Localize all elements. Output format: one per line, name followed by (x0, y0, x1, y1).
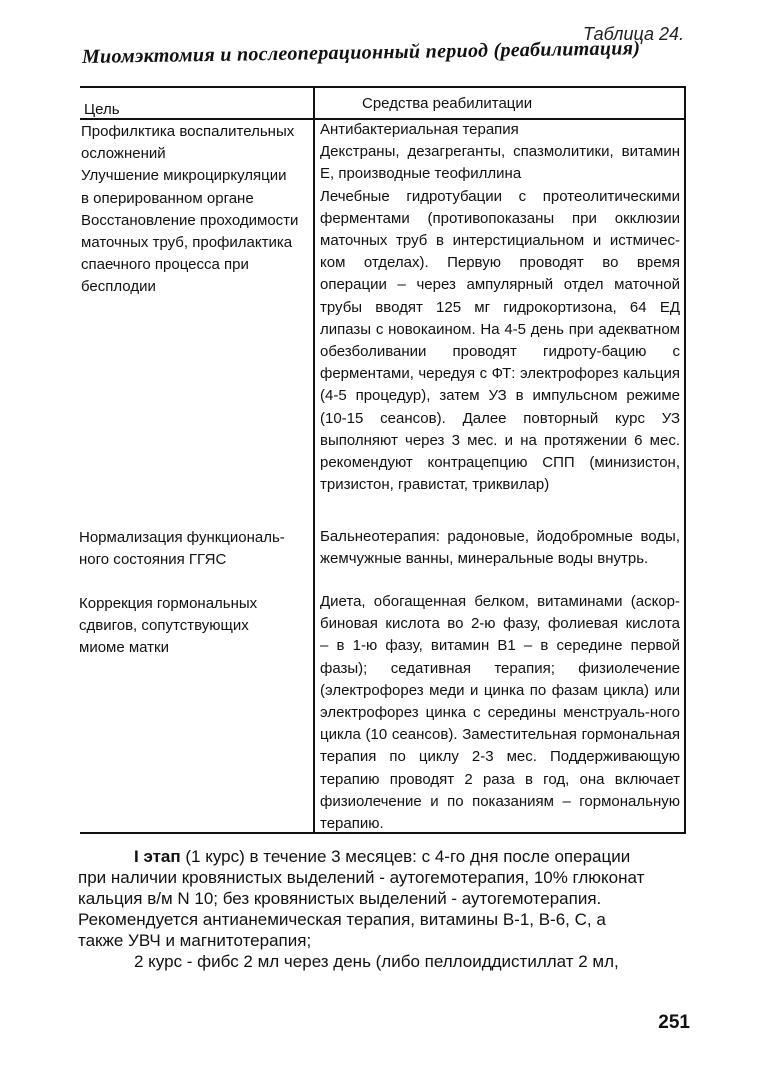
means-line: жемчужные ванны, минеральные воды внутрь. (320, 550, 649, 568)
row-1-goal (81, 121, 309, 299)
means-line: маточных труб в интерстициальном и истмичес- (320, 232, 680, 250)
means-line: липазы с новокаином. На 4-5 день при адекватном (320, 320, 680, 338)
goal-line: бесплодии (81, 278, 156, 296)
paragraph-line: Рекомендуется антианемическая терапия, витамины В-1, В-6, С, а (78, 910, 606, 929)
means-line: цикла (10 сеансов). Заместительная гормональная (320, 726, 680, 744)
row-3-goal (79, 593, 307, 660)
means-line: физиолечение и по показаниям – гормональную (320, 792, 680, 810)
goal-line: маточных труб, профилактика (81, 234, 293, 252)
goal-line: Нормализация функциональ- (79, 529, 285, 546)
means-line: терапию. (320, 815, 384, 833)
row-3-means (320, 591, 680, 835)
paragraph-line: кальция в/м N 10; без кровянистых выделений - аутогемотерапия. (78, 889, 602, 908)
stage-line-rest: (1 курс) в течение 3 месяцев: с 4-го дня после операции (180, 847, 631, 866)
goal-line: миоме матки (79, 639, 169, 657)
means-line: тризистон, гравистат, триквилар) (320, 476, 550, 494)
goal-line: осложнений (81, 145, 166, 163)
means-line: (4-5 процедур), затем УЗ в импульсном режиме (320, 387, 680, 405)
row-2-means (320, 526, 680, 570)
column-divider (313, 86, 315, 834)
table-number: Таблица 24. (582, 24, 684, 44)
row-1-means (320, 119, 680, 496)
stage-paragraph (78, 846, 690, 972)
means-line: операции – через ампулярный отдел маточной (320, 276, 680, 294)
means-line: Е, производные теофиллина (320, 165, 522, 183)
goal-line: сдвигов, сопутствующих (79, 617, 249, 635)
paragraph-line: при наличии кровянистых выделений - аутогемотерапия, 10% глюконат (78, 868, 645, 887)
header-goal: Цель (84, 101, 120, 118)
table-right-rule (684, 86, 686, 834)
means-line: ферментами, чередуя с ФТ: электрофорез кальция (320, 365, 680, 383)
means-line: Антибактериальная терапия (320, 121, 519, 138)
table-title: Миомэктомия и послеоперационный период (реабилитация) (81, 37, 641, 68)
means-line: электрофорез цинка с середины менструаль-ного (320, 704, 680, 722)
header-means: Средства реабилитации (362, 95, 533, 112)
means-line: обезболивании проводят гидроту-бацию с (320, 343, 680, 361)
goal-line: спаечного процесса при (81, 256, 249, 274)
page-number: 251 (658, 1012, 690, 1033)
means-line: (10-15 сеансов). Далее повторный курс УЗ (320, 409, 680, 427)
means-line: Декстраны, дезагреганты, спазмолитики, витамин (320, 143, 680, 161)
means-line: рекомендуют контрацепцию СПП (минизистон, (320, 454, 680, 472)
goal-line: ного состояния ГГЯС (79, 551, 227, 569)
means-line: ферментами (противопоказаны при окклюзии (320, 209, 680, 227)
means-line: трубы вводят 125 мг гидрокортизона, 64 ЕД (320, 298, 680, 316)
stage-label: I этап (134, 847, 181, 866)
means-line: ком отделах). Первую проводят во время (320, 254, 680, 272)
goal-line: Профилктика воспалительных (81, 123, 295, 140)
means-line: Диета, обогащенная белком, витаминами (аскор- (320, 593, 680, 610)
paragraph-line (78, 846, 690, 867)
goal-line: в оперированном органе (81, 189, 254, 207)
means-line: Бальнеотерапия: радоновые, йодобромные воды, (320, 528, 680, 545)
means-line: терапию проводят 2 раза в год, она включает (320, 770, 680, 788)
paragraph-line: также УВЧ и магнитотерапия; (78, 931, 312, 950)
means-line: выполняют через 3 мес. и на протяжении 6 мес. (320, 431, 680, 449)
means-line: биновая кислота во 2-ю фазу, фолиевая кислота (320, 615, 680, 633)
means-line: фазы); седативная терапия; физиолечение (320, 659, 680, 677)
means-line: Лечебные гидротубации с протеолитическими (320, 187, 680, 205)
row-2-goal (79, 527, 307, 571)
goal-line: Коррекция гормональных (79, 595, 258, 612)
means-line: терапия по циклу 2-3 мес. Поддерживающую (320, 748, 680, 766)
goal-line: Восстановление проходимости (81, 211, 299, 229)
means-line: (электрофорез меди и цинка по фазам цикла) или (320, 681, 680, 699)
paragraph-line: 2 курс - фибс 2 мл через день (либо пеллоиддистиллат 2 мл, (134, 952, 619, 971)
means-line: – в 1-ю фазу, витамин В1 – в середине первой (320, 637, 680, 655)
goal-line: Улучшение микроциркуляции (81, 167, 287, 185)
table-top-rule (80, 86, 686, 88)
